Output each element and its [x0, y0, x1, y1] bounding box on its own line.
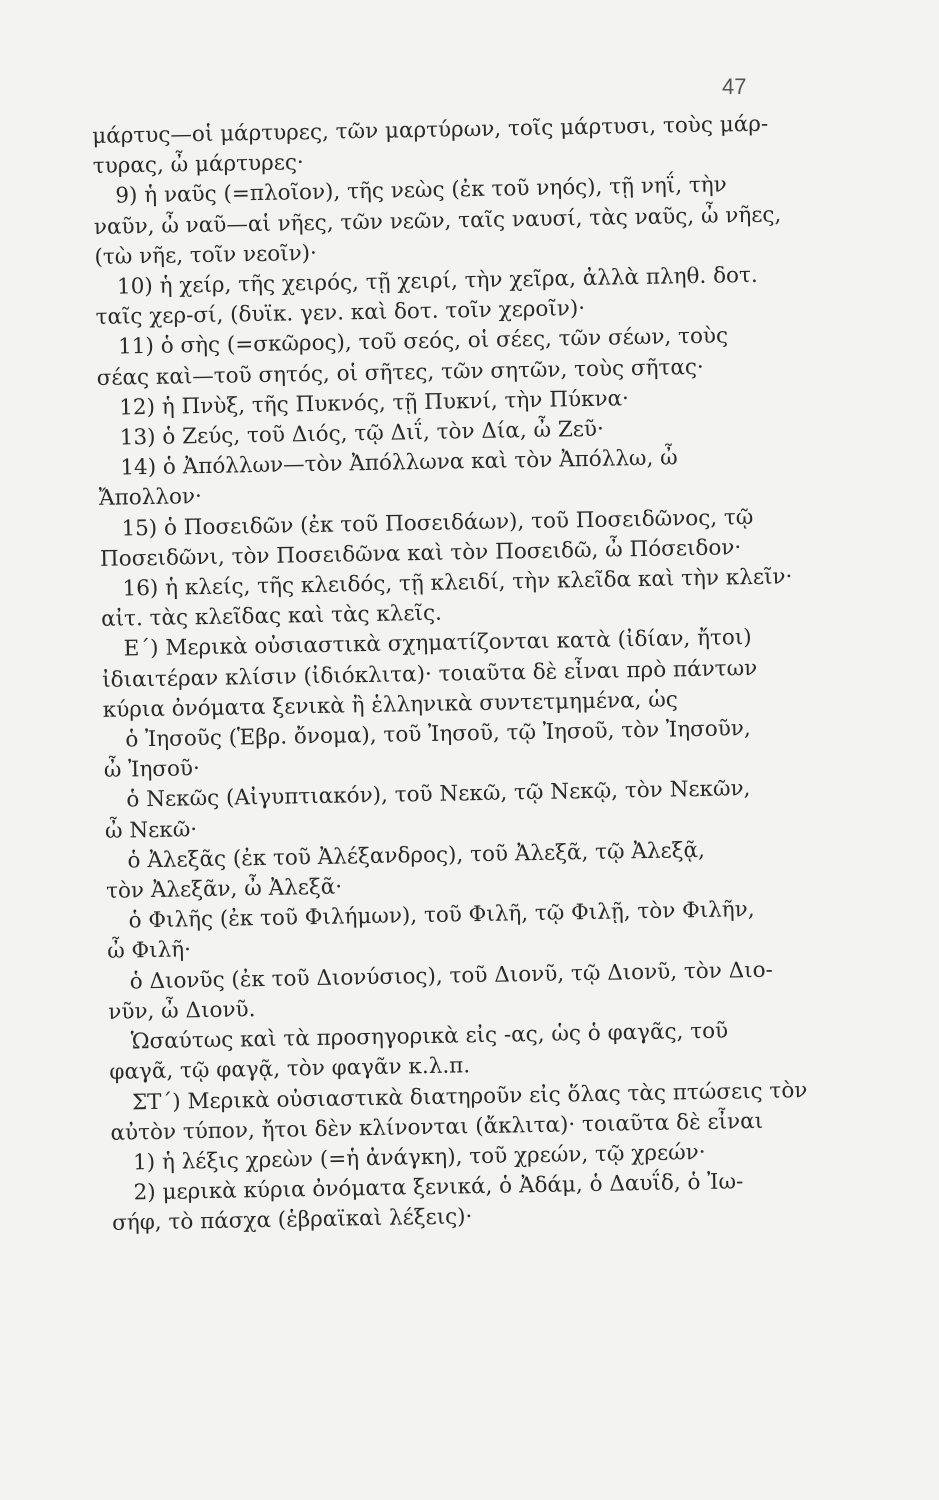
text-line: ἰδιαιτέραν κλίσιν (ἰδιόκλιτα)· τοιαῦτα δὲ εἶναι πρὸ πάντων [101, 655, 758, 693]
text-line: 10) ἡ χείρ, τῆς χειρός, τῇ χειρί, τὴν χεῖρα, ἀλλὰ πληθ. δοτ. [116, 262, 758, 300]
text-line: 1) ἡ λέξις χρεὼν (=ἡ ἀνάγκη), τοῦ χρεών, τῷ χρεών· [132, 1139, 706, 1176]
text-line: σήφ, τὸ πάσχα (ἑβραϊκαὶ λέξεις)· [111, 1204, 473, 1237]
text-line: ὁ Ἰησοῦς (Ἑβρ. ὄνομα), τοῦ Ἰησοῦ, τῷ Ἰησοῦ, τὸν Ἰησοῦν, [125, 716, 751, 753]
text-line: Ἄπολλον· [98, 484, 203, 512]
text-line: ὦ Ἰησοῦ· [103, 756, 201, 784]
text-line: νῦν, ὦ Διονῦ. [108, 997, 256, 1025]
text-line: ΣΤ΄) Μερικὰ οὐσιαστικὰ διατηροῦν εἰς ὅλας τὰς πτώσεις τὸν [131, 1077, 808, 1115]
text-line: ταῖς χερ-σί, (δυϊκ. γεν. καὶ δοτ. τοῖν χεροῖν)· [95, 296, 586, 331]
text-line: τὸν Ἀλεξᾶν, ὦ Ἀλεξᾶ· [105, 874, 343, 904]
text-line: 13) ὁ Ζεύς, τοῦ Διός, τῷ Διΐ, τὸν Δία, ὦ Ζεῦ· [119, 416, 605, 451]
page-number: 47 [722, 74, 747, 99]
text-line: ὁ Διονῦς (ἐκ τοῦ Διονύσιος), τοῦ Διονῦ, τῷ Διονῦ, τὸν Διο- [129, 957, 774, 995]
text-line: 2) μερικὰ κύρια ὀνόματα ξενικά, ὁ Ἀδάμ, ὁ Δαυΐδ, ὁ Ἰω- [133, 1169, 744, 1206]
text-line: Ε΄) Μερικὰ οὐσιαστικὰ σχηματίζονται κατὰ (ἰδίαν, ἤτοι) [123, 625, 752, 662]
page-text [92, 109, 847, 1240]
text-line: κύρια ὀνόματα ξενικὰ ἢ ἑλληνικὰ συντετμημένα, ὡς [102, 687, 679, 723]
text-line: φαγᾶ, τῷ φαγᾷ, τὸν φαγᾶν κ.λ.π. [109, 1053, 471, 1086]
text-line: Ποσειδῶνι, τὸν Ποσειδῶνα καὶ τὸν Ποσειδῶ, ὦ Πόσειδον· [99, 535, 742, 572]
text-line: τυρας, ὦ μάρτυρες· [92, 150, 304, 180]
text-line: 12) ἡ Πνὺξ, τῆς Πυκνός, τῇ Πυκνί, τὴν Πύκνα· [119, 386, 630, 421]
text-line: (τὼ νῆε, τοῖν νεοῖν)· [94, 240, 318, 270]
text-line: 9) ἡ ναῦς (=πλοῖον), τῆς νεὼς (ἐκ τοῦ νηός), τῇ νηΐ, τὴν [115, 172, 727, 209]
text-line: σέας καὶ—τοῦ σητός, οἱ σῆτες, τῶν σητῶν, τοὺς σῆτας· [96, 354, 704, 391]
text-line: ναῦν, ὦ ναῦ—αἱ νῆες, τῶν νεῶν, ταῖς ναυσί, τὰς ναῦς, ὦ νῆες, [93, 201, 782, 240]
text-line: 16) ἡ κλείς, τῆς κλειδός, τῇ κλειδί, τὴν κλεῖδα καὶ τὴν κλεῖν· [122, 564, 793, 602]
text-line: ὦ Φιλῆ· [106, 937, 192, 965]
text-line: ὁ Νεκῶς (Αἰγυπτιακόν), τοῦ Νεκῶ, τῷ Νεκῷ, τὸν Νεκῶν, [126, 776, 751, 813]
text-line: Ὡσαύτως καὶ τὰ προσηγορικὰ εἰς -ας, ὡς ὁ φαγᾶς, τοῦ [130, 1018, 729, 1055]
text-line: 11) ὁ σὴς (=σκῶρος), τοῦ σεός, οἱ σέες, τῶν σέων, τοὺς [117, 323, 729, 360]
text-line: ὦ Νεκῶ· [104, 816, 198, 844]
text-line: ὁ Ἀλεξᾶς (ἐκ τοῦ Ἀλέξανδρος), τοῦ Ἀλεξᾶ, τῷ Ἀλεξᾷ, [127, 837, 706, 874]
text-line: ὁ Φιλῆς (ἐκ τοῦ Φιλήμων), τοῦ Φιλῆ, τῷ Φιλῇ, τὸν Φιλῆν, [128, 897, 755, 934]
text-line: 14) ὁ Ἀπόλλων—τὸν Ἀπόλλωνα καὶ τὸν Ἀπόλλω, ὦ [120, 445, 678, 481]
text-line: αὐτὸν τύπον, ἤτοι δὲν κλίνονται (ἄκλιτα)· τοιαῦτα δὲ εἶναι [110, 1108, 764, 1146]
text-line: αἰτ. τὰς κλεῖδας καὶ τὰς κλεῖς. [100, 600, 443, 633]
text-line: 15) ὁ Ποσειδῶν (ἐκ τοῦ Ποσειδάων), τοῦ Ποσειδῶνος, τῷ [121, 504, 754, 542]
text-line: μάρτυς—οἱ μάρτυρες, τῶν μαρτύρων, τοῖς μάρτυσι, τοὺς μάρ- [92, 111, 769, 149]
